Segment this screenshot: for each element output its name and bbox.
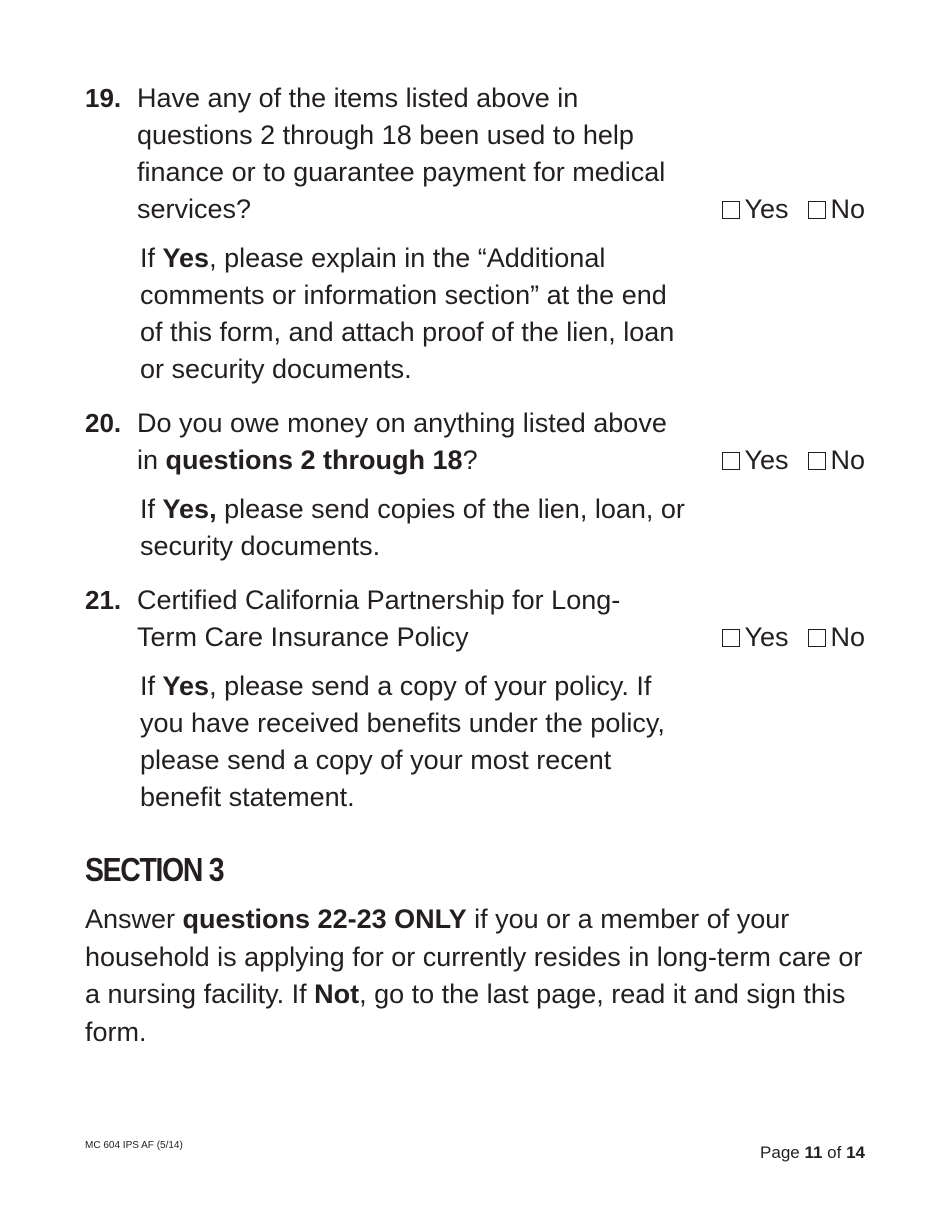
question-text-start: Do you owe money on anything listed above in: [137, 408, 667, 475]
no-option[interactable]: [808, 442, 865, 479]
yes-label: Yes: [744, 622, 789, 652]
question-number: 21.: [85, 585, 122, 615]
no-label: No: [830, 194, 865, 224]
page-current: 11: [804, 1143, 823, 1162]
answer-options: [722, 442, 865, 479]
answer-options: [722, 619, 865, 656]
note-prefix: If: [140, 243, 163, 273]
page-total: 14: [846, 1143, 865, 1162]
yes-checkbox[interactable]: [722, 629, 740, 647]
note-rest: , please send a copy of your policy. If you have received benefits under the policy, please send a copy of your most recent benefit statement.: [140, 671, 665, 812]
question-19: [85, 80, 865, 388]
form-code: MC 604 IPS AF (5/14): [85, 1140, 183, 1151]
question-text-bold: questions 2 through 18: [165, 445, 463, 475]
yes-option[interactable]: [722, 442, 788, 479]
section-title: SECTION 3: [85, 851, 224, 888]
note-prefix: If: [140, 671, 163, 701]
note-rest: , please explain in the “Additional comments or information section” at the end of this form, and attach proof of the lien, loan or security documents.: [140, 243, 675, 384]
question-number: 20.: [85, 408, 122, 438]
page-of: of: [822, 1143, 847, 1162]
note-rest: please send copies of the lien, loan, or security documents.: [140, 494, 685, 561]
no-label: No: [830, 445, 865, 475]
no-checkbox[interactable]: [808, 452, 826, 470]
no-option[interactable]: [808, 619, 865, 656]
yes-checkbox[interactable]: [722, 452, 740, 470]
yes-option[interactable]: [722, 191, 788, 228]
question-note: [140, 240, 685, 388]
intro-bold-2: Not: [314, 979, 360, 1009]
intro-part-3: , go to the last page, read it and sign this form.: [85, 979, 846, 1047]
intro-part-2: if you or a member of your household is applying for or currently resides in long-term care or a nursing facility. If: [85, 904, 863, 1009]
no-option[interactable]: [808, 191, 865, 228]
no-checkbox[interactable]: [808, 629, 826, 647]
question-text: [137, 405, 677, 479]
question-20: [85, 405, 865, 565]
page-number: [760, 1142, 865, 1164]
note-prefix: If: [140, 494, 163, 524]
yes-option[interactable]: [722, 619, 788, 656]
note-bold: Yes: [162, 671, 210, 701]
page-word: Page: [760, 1143, 805, 1162]
answer-options: [722, 191, 865, 228]
question-note: [140, 491, 685, 565]
question-note: [140, 668, 685, 816]
question-text-end: ?: [462, 445, 478, 475]
yes-label: Yes: [744, 445, 789, 475]
question-text: Certified California Partnership for Long-Term Care Insurance Policy: [137, 585, 621, 652]
intro-bold-1: questions 22-23 ONLY: [182, 904, 467, 934]
no-label: No: [830, 622, 865, 652]
question-number: 19.: [85, 83, 122, 113]
yes-label: Yes: [744, 194, 789, 224]
question-21: [85, 582, 865, 816]
intro-part-1: Answer: [85, 904, 183, 934]
note-bold: Yes,: [162, 494, 217, 524]
question-text: Have any of the items listed above in questions 2 through 18 been used to help finance or to guarantee payment for medical services?: [137, 83, 666, 224]
yes-checkbox[interactable]: [722, 201, 740, 219]
section-intro: [85, 901, 875, 1051]
note-bold: Yes: [162, 243, 210, 273]
no-checkbox[interactable]: [808, 201, 826, 219]
